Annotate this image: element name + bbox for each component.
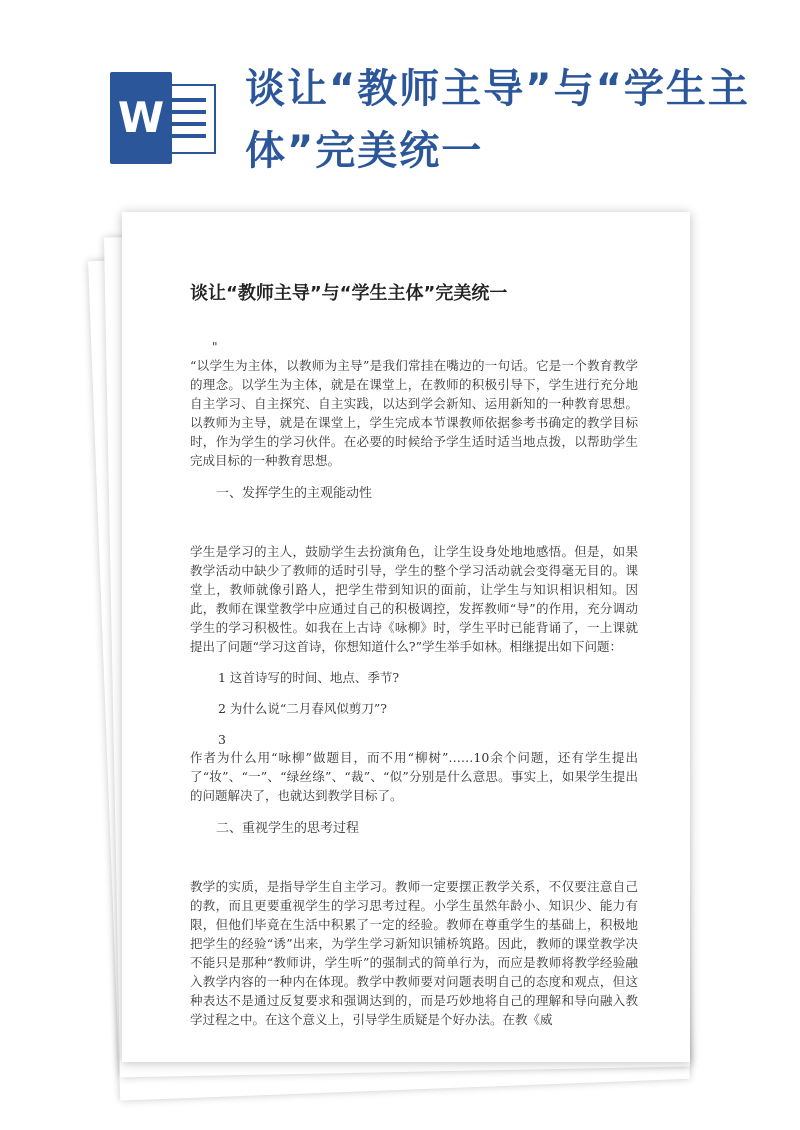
word-badge: W	[110, 72, 172, 164]
document-title: 谈让“教师主导”与“学生主体”完美统一	[190, 283, 508, 304]
section-heading-1: 一、发挥学生的主观能动性	[216, 486, 373, 501]
list-item-2: 2 为什么说“二月春风似剪刀”?	[218, 701, 387, 716]
list-item-1: 1 这首诗写的时间、地点、季节?	[218, 670, 400, 685]
list-item-3-number: 3	[218, 732, 226, 747]
list-item-3-paragraph: 作者为什么用“咏柳”做题目，而不用“柳树”……10余个问题，还有学生提出了“妆”、“一”、“绿丝绦”、“裁”、“似”分别是什么意思。事实上，如果学生提出的问题解决了，也就达到教学目标了。	[190, 750, 638, 803]
section-2-paragraph: 教学的实质，是指导学生自主学习。教师一定要摆正教学关系，不仅要注意自己的教，而且更要重视学生的学习思考过程。小学生虽然年龄小、知识少、能力有限，但他们毕竟在生活中积累了一定的经验。教师在尊重学生的基础上，积极地把学生的经验“诱”出来，为学生学习新知识铺桥筑路。因此，教师的课堂教学决不能只是那种“教师讲，学生听”的强制式的简单行为，而应是教师将教学经验融入教学内容的一种内在体现。教学中教师要对问题表明自己的态度和观点，但这种表达不是通过反复要求和强调达到的，而是巧妙地将自己的理解和导向融入教学过程之中。在这个意义上，引导学生质疑是个好办法。在教《威	[190, 879, 638, 1027]
quote-mark: "	[212, 340, 218, 354]
intro-paragraph: “以学生为主体，以教师为主导”是我们常挂在嘴边的一句话。它是一个教育教学的理念。以学生为主体，就是在课堂上，在教师的积极引导下，学生进行充分地自主学习、自主探究、自主实践，以达到学会新知、运用新知的一种教育思想。以教师为主导，就是在课堂上，学生完成本节课教师依据参考书确定的教学目标时，作为学生的学习伙伴。在必要的时候给予学生适时适当地点拨，以帮助学生完成目标的一种教育思想。	[190, 358, 638, 468]
word-logo-icon	[110, 72, 220, 164]
page-title: 谈让“教师主导”与“学生主体”完美统一	[245, 66, 750, 174]
section-1-paragraph: 学生是学习的主人，鼓励学生去扮演角色，让学生设身处地地感悟。但是，如果教学活动中缺少了教师的适时引导，学生的整个学习活动就会变得毫无目的。课堂上，教师就像引路人，把学生带到知识的面前，让学生与知识相识相知。因此，教师在课堂教学中应通过自己的积极调控，发挥教师“导”的作用，充分调动学生的学习积极性。如我在上古诗《咏柳》时，学生平时已能背诵了，一上课就提出了问题“学习这首诗，你想知道什么?”学生举手如林。相继提出如下问题：	[190, 544, 638, 654]
document-body	[190, 270, 638, 1029]
section-heading-2: 二、重视学生的思考过程	[216, 821, 360, 836]
